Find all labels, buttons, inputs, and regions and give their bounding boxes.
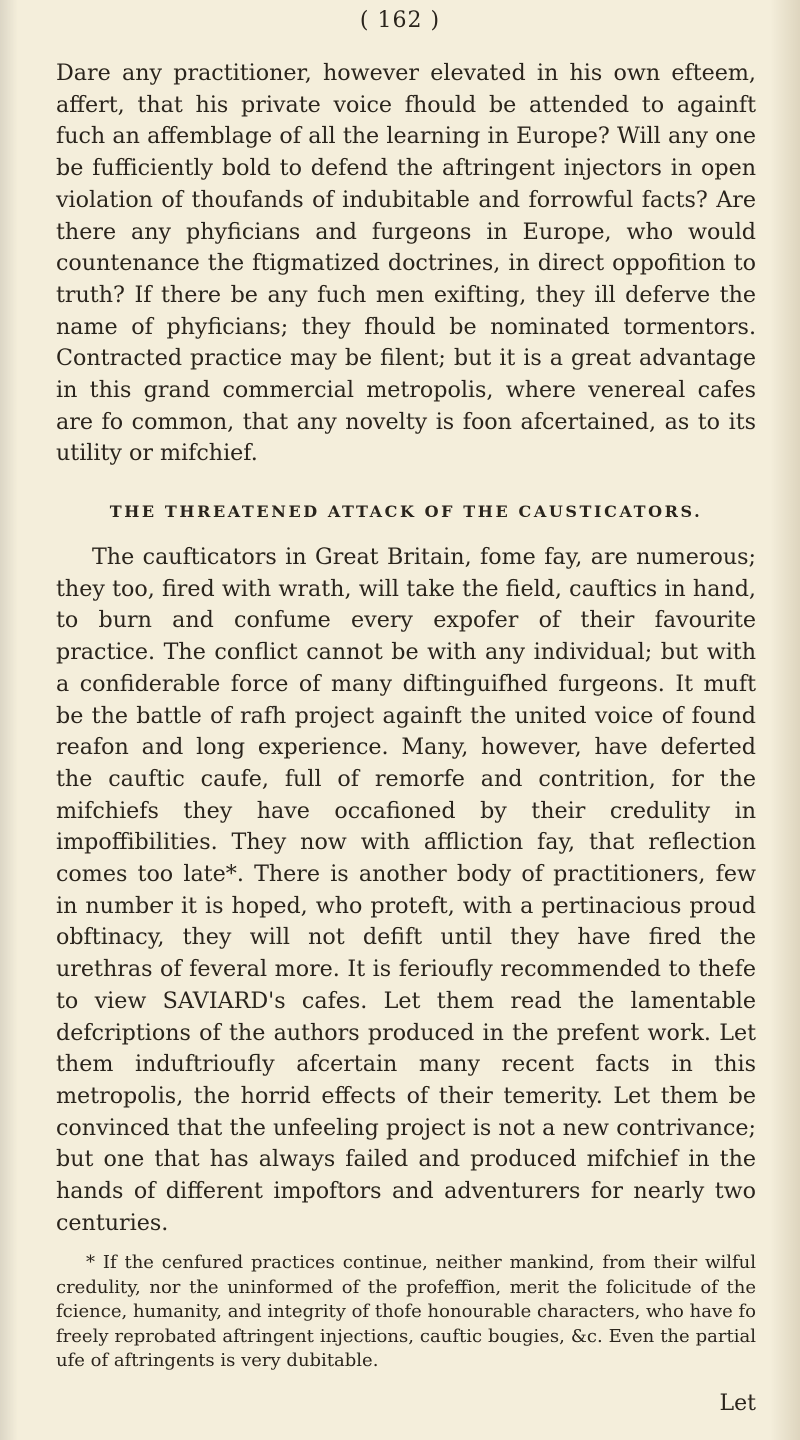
footnote: * If the cenfured practices continue, neither mankind, from their wilful credulity, nor the uninformed of the profeffion, merit the folicitude of the fcience, humanity, and integrity of thofe honourable characters, who have fo freely reprobated aftringent injections, cauftic bougies, &c. Even the partial ufe of aftringents is very dubitable. xyxy=(56,1252,756,1371)
catchword: Let xyxy=(719,1391,756,1416)
page-number: ( 162 ) xyxy=(359,8,441,33)
paragraph-2-block xyxy=(56,542,756,1239)
paragraph-1-block xyxy=(56,58,756,470)
section-heading: THE THREATENED ATTACK OF THE CAUSTICATORS. xyxy=(109,502,703,521)
paragraph-1: Dare any practitioner, however elevated in his own efteem, affert, that his private voice fhould be attended to againft fuch an affemblage of all the learning in Europe? Will any one be fufficiently bold to defend the aftringent injectors in open violation of thoufands of indubitable and forrowful facts? Are there any phyficians and furgeons in Europe, who would countenance the ftigmatized doctrines, in direct oppofition to truth? If there be any fuch men exifting, they ill deferve the name of phyficians; they fhould be nominated tormentors. Contracted practice may be filent; but it is a great advantage in this grand commercial metropolis, where venereal cafes are fo common, that any novelty is foon afcertained, as to its utility or mifchief. xyxy=(56,60,756,467)
paragraph-2: The caufticators in Great Britain, fome fay, are numerous; they too, fired with wrath, will take the field, cauftics in hand, to burn and confume every expofer of their favourite practice. The conflict cannot be with any individual; but with a confiderable force of many diftinguifhed furgeons. It muft be the battle of rafh project againft the united voice of found reafon and long experience. Many, however, have deferted the cauftic caufe, full of remorfe and contrition, for the mifchiefs they have occafioned by their credulity in impoffibilities. They now with affliction fay, that reflection comes too late*. There is another body of practitioners, few in number it is hoped, who proteft, with a pertinacious proud obftinacy, they will not defift until they have fired the urethras of feveral more. It is ferioufly recommended to thefe to view SAVIARD's cafes. Let them read the lamentable defcriptions of the authors produced in the prefent work. Let them induftrioufly afcertain many recent facts in this metropolis, the horrid effects of their temerity. Let them be convinced that the unfeeling project is not a new contrivance; but one that has always failed and produced mifchief in the hands of different impoftors and adventurers for nearly two centuries. xyxy=(56,544,756,1236)
